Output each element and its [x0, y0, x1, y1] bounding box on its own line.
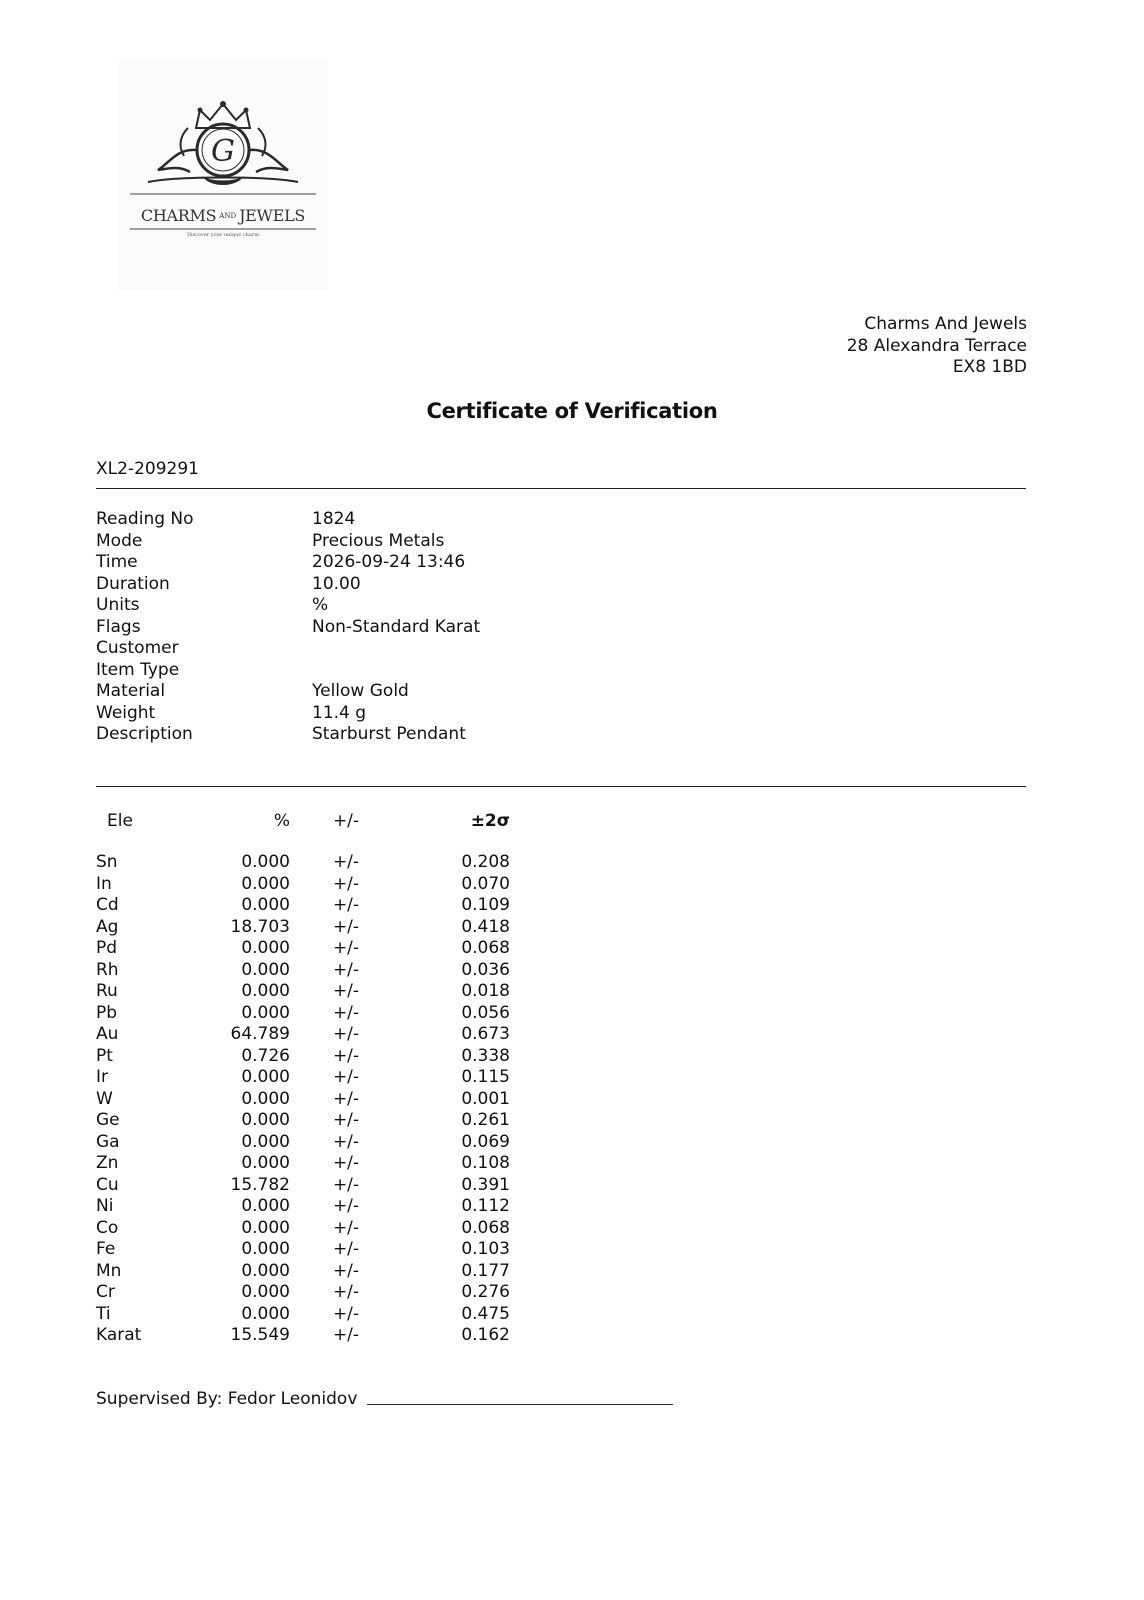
- cell-element: Pt: [96, 1045, 113, 1066]
- cell-percent: 18.703: [230, 916, 290, 937]
- logo-wordmark: CHARMS AND JEWELS: [140, 206, 306, 225]
- cell-percent: 0.000: [241, 1153, 290, 1173]
- info-row: [96, 681, 480, 703]
- company-name: Charms And Jewels: [864, 314, 1027, 334]
- header-two-sigma: ±2σ: [470, 811, 510, 831]
- cell-percent: 0.000: [241, 1067, 290, 1087]
- table-row: [96, 1110, 510, 1132]
- header-plus-minus: +/-: [332, 811, 360, 831]
- supervised-by-label: Supervised By: Fedor Leonidov: [96, 1389, 358, 1409]
- cell-element: Rh: [96, 959, 119, 980]
- table-row: [96, 1067, 510, 1089]
- info-row: [96, 531, 480, 553]
- signature-line: [367, 1404, 673, 1405]
- logo-tagline: Discover your unique charm: [187, 232, 259, 238]
- results-table: [96, 810, 510, 1347]
- cell-plus-minus: +/-: [332, 1282, 360, 1302]
- info-row: [96, 724, 480, 746]
- info-label: Mode: [96, 530, 143, 551]
- cell-two-sigma: 0.103: [461, 1239, 510, 1259]
- cell-plus-minus: +/-: [332, 981, 360, 1001]
- cell-plus-minus: +/-: [332, 1239, 360, 1259]
- table-row: [96, 1304, 510, 1326]
- cell-element: Mn: [96, 1260, 122, 1281]
- cell-plus-minus: +/-: [332, 1067, 360, 1087]
- cell-element: Pb: [96, 1002, 118, 1023]
- info-value: 10.00: [312, 573, 361, 594]
- cell-two-sigma: 0.261: [461, 1110, 510, 1130]
- cell-two-sigma: 0.056: [461, 1002, 510, 1023]
- cell-percent: 0.000: [241, 1131, 290, 1152]
- cell-two-sigma: 0.108: [461, 1153, 510, 1173]
- cell-plus-minus: +/-: [332, 1131, 360, 1152]
- svg-text:G: G: [211, 134, 235, 169]
- info-row: [96, 660, 480, 682]
- table-row: [96, 1261, 510, 1283]
- cell-element: W: [96, 1088, 113, 1109]
- table-row: [96, 938, 510, 960]
- cell-percent: 0.000: [241, 852, 290, 872]
- cell-percent: 0.000: [241, 1110, 290, 1130]
- cell-element: Pd: [96, 938, 118, 958]
- cell-element: Fe: [96, 1239, 116, 1259]
- cell-two-sigma: 0.391: [461, 1174, 510, 1195]
- cell-two-sigma: 0.177: [461, 1260, 510, 1281]
- cell-two-sigma: 0.069: [461, 1131, 510, 1152]
- cell-plus-minus: +/-: [332, 873, 360, 894]
- cell-element: Cu: [96, 1174, 119, 1195]
- info-label: Flags: [96, 616, 141, 637]
- cell-two-sigma: 0.068: [461, 938, 510, 958]
- cell-two-sigma: 0.338: [461, 1045, 510, 1066]
- cell-plus-minus: +/-: [332, 916, 360, 937]
- info-row: [96, 509, 480, 531]
- cell-plus-minus: +/-: [332, 1217, 360, 1238]
- company-postcode: EX8 1BD: [952, 357, 1027, 377]
- cell-percent: 0.000: [241, 1217, 290, 1238]
- cell-plus-minus: +/-: [332, 1153, 360, 1173]
- cell-two-sigma: 0.070: [461, 873, 510, 894]
- table-row: [96, 981, 510, 1003]
- info-row: [96, 574, 480, 596]
- info-label: Material: [96, 681, 166, 701]
- table-row: [96, 1325, 510, 1347]
- info-value: Precious Metals: [312, 530, 445, 551]
- table-row: [96, 1239, 510, 1261]
- cell-element: Ti: [96, 1303, 111, 1324]
- cell-element: Ir: [96, 1067, 109, 1087]
- cell-two-sigma: 0.115: [461, 1067, 510, 1087]
- cell-two-sigma: 0.001: [461, 1088, 510, 1109]
- cell-element: Au: [96, 1024, 119, 1044]
- cell-element: Ge: [96, 1110, 120, 1130]
- info-label: Weight: [96, 702, 156, 723]
- cell-plus-minus: +/-: [332, 1174, 360, 1195]
- cell-percent: 0.000: [241, 1303, 290, 1324]
- cell-plus-minus: +/-: [332, 1110, 360, 1130]
- info-value: Starburst Pendant: [312, 724, 466, 744]
- cell-percent: 0.000: [241, 895, 290, 915]
- cell-percent: 0.000: [241, 1002, 290, 1023]
- table-row: [96, 1153, 510, 1175]
- table-row: [96, 895, 510, 917]
- cell-plus-minus: +/-: [332, 1045, 360, 1066]
- reading-info: [96, 509, 480, 746]
- cell-two-sigma: 0.208: [461, 852, 510, 872]
- info-row: [96, 703, 480, 725]
- cell-plus-minus: +/-: [332, 938, 360, 958]
- cell-two-sigma: 0.068: [461, 1217, 510, 1238]
- cell-element: Cr: [96, 1282, 115, 1302]
- cell-element: Co: [96, 1217, 119, 1238]
- cell-plus-minus: +/-: [332, 1260, 360, 1281]
- info-label: Description: [96, 724, 193, 744]
- cell-percent: 0.000: [241, 1260, 290, 1281]
- cell-percent: 0.000: [241, 1196, 290, 1216]
- info-value: Yellow Gold: [312, 681, 409, 701]
- supervisor-signature: [96, 1389, 673, 1409]
- company-logo: [118, 58, 328, 290]
- cell-two-sigma: 0.475: [461, 1303, 510, 1324]
- company-street: 28 Alexandra Terrace: [846, 335, 1027, 356]
- table-row: [96, 1046, 510, 1068]
- cell-plus-minus: +/-: [332, 1196, 360, 1216]
- table-row: [96, 852, 510, 874]
- table-row: [96, 917, 510, 939]
- cell-element: Cd: [96, 895, 119, 915]
- cell-two-sigma: 0.112: [461, 1196, 510, 1216]
- cell-plus-minus: +/-: [332, 1325, 360, 1345]
- cell-two-sigma: 0.418: [461, 916, 510, 937]
- info-value: 11.4 g: [312, 702, 367, 723]
- cell-percent: 15.549: [230, 1325, 290, 1345]
- cell-two-sigma: 0.276: [461, 1282, 510, 1302]
- table-row: [96, 1003, 510, 1025]
- cell-plus-minus: +/-: [332, 1303, 360, 1324]
- cell-percent: 0.000: [241, 873, 290, 894]
- company-address: [847, 314, 1027, 379]
- cell-percent: 0.000: [241, 959, 290, 980]
- info-label: Customer: [96, 638, 179, 658]
- cell-plus-minus: +/-: [332, 1024, 360, 1044]
- results-divider: [96, 786, 1026, 787]
- cell-percent: 0.000: [241, 938, 290, 958]
- cell-plus-minus: +/-: [332, 959, 360, 980]
- info-value: 1824: [312, 509, 356, 529]
- header-divider: [96, 488, 1026, 489]
- cell-percent: 0.000: [241, 981, 290, 1001]
- info-label: Time: [96, 552, 138, 572]
- cell-two-sigma: 0.109: [461, 895, 510, 915]
- cell-element: Ga: [96, 1131, 120, 1152]
- cell-percent: 64.789: [230, 1024, 290, 1044]
- cell-element: Sn: [96, 852, 118, 872]
- info-row: [96, 595, 480, 617]
- cell-element: In: [96, 873, 112, 894]
- cell-element: Karat: [96, 1325, 142, 1345]
- cell-two-sigma: 0.162: [461, 1325, 510, 1345]
- info-value: Non-Standard Karat: [312, 616, 481, 637]
- cell-plus-minus: +/-: [332, 895, 360, 915]
- cell-percent: 0.000: [241, 1282, 290, 1302]
- table-row: [96, 1089, 510, 1111]
- info-row: [96, 617, 480, 639]
- table-row: [96, 1218, 510, 1240]
- cell-two-sigma: 0.036: [461, 959, 510, 980]
- cell-element: Zn: [96, 1153, 119, 1173]
- cell-plus-minus: +/-: [332, 1088, 360, 1109]
- info-value: %: [312, 595, 329, 615]
- info-row: [96, 552, 480, 574]
- info-label: Duration: [96, 573, 170, 594]
- table-row: [96, 1132, 510, 1154]
- cell-element: Ni: [96, 1196, 114, 1216]
- info-label: Reading No: [96, 509, 194, 529]
- serial-number: XL2-209291: [96, 459, 199, 479]
- header-element: Ele: [107, 811, 133, 831]
- cell-plus-minus: +/-: [332, 852, 360, 872]
- cell-percent: 0.726: [241, 1045, 290, 1066]
- certificate-title: Certificate of Verification: [426, 399, 718, 423]
- table-row: [96, 960, 510, 982]
- table-row: [96, 1175, 510, 1197]
- info-value: 2026-09-24 13:46: [312, 552, 466, 572]
- crest-emblem-icon: [118, 58, 328, 208]
- results-header-row: [96, 810, 510, 852]
- cell-element: Ag: [96, 916, 119, 937]
- info-row: [96, 638, 480, 660]
- table-row: [96, 874, 510, 896]
- cell-plus-minus: +/-: [332, 1002, 360, 1023]
- cell-percent: 0.000: [241, 1239, 290, 1259]
- cell-element: Ru: [96, 981, 118, 1001]
- info-label: Item Type: [96, 659, 180, 680]
- table-row: [96, 1196, 510, 1218]
- table-row: [96, 1024, 510, 1046]
- cell-percent: 0.000: [241, 1088, 290, 1109]
- table-row: [96, 1282, 510, 1304]
- cell-two-sigma: 0.673: [461, 1024, 510, 1044]
- header-percent: %: [273, 811, 290, 831]
- info-label: Units: [96, 595, 140, 615]
- cell-two-sigma: 0.018: [461, 981, 510, 1001]
- cell-percent: 15.782: [230, 1174, 290, 1195]
